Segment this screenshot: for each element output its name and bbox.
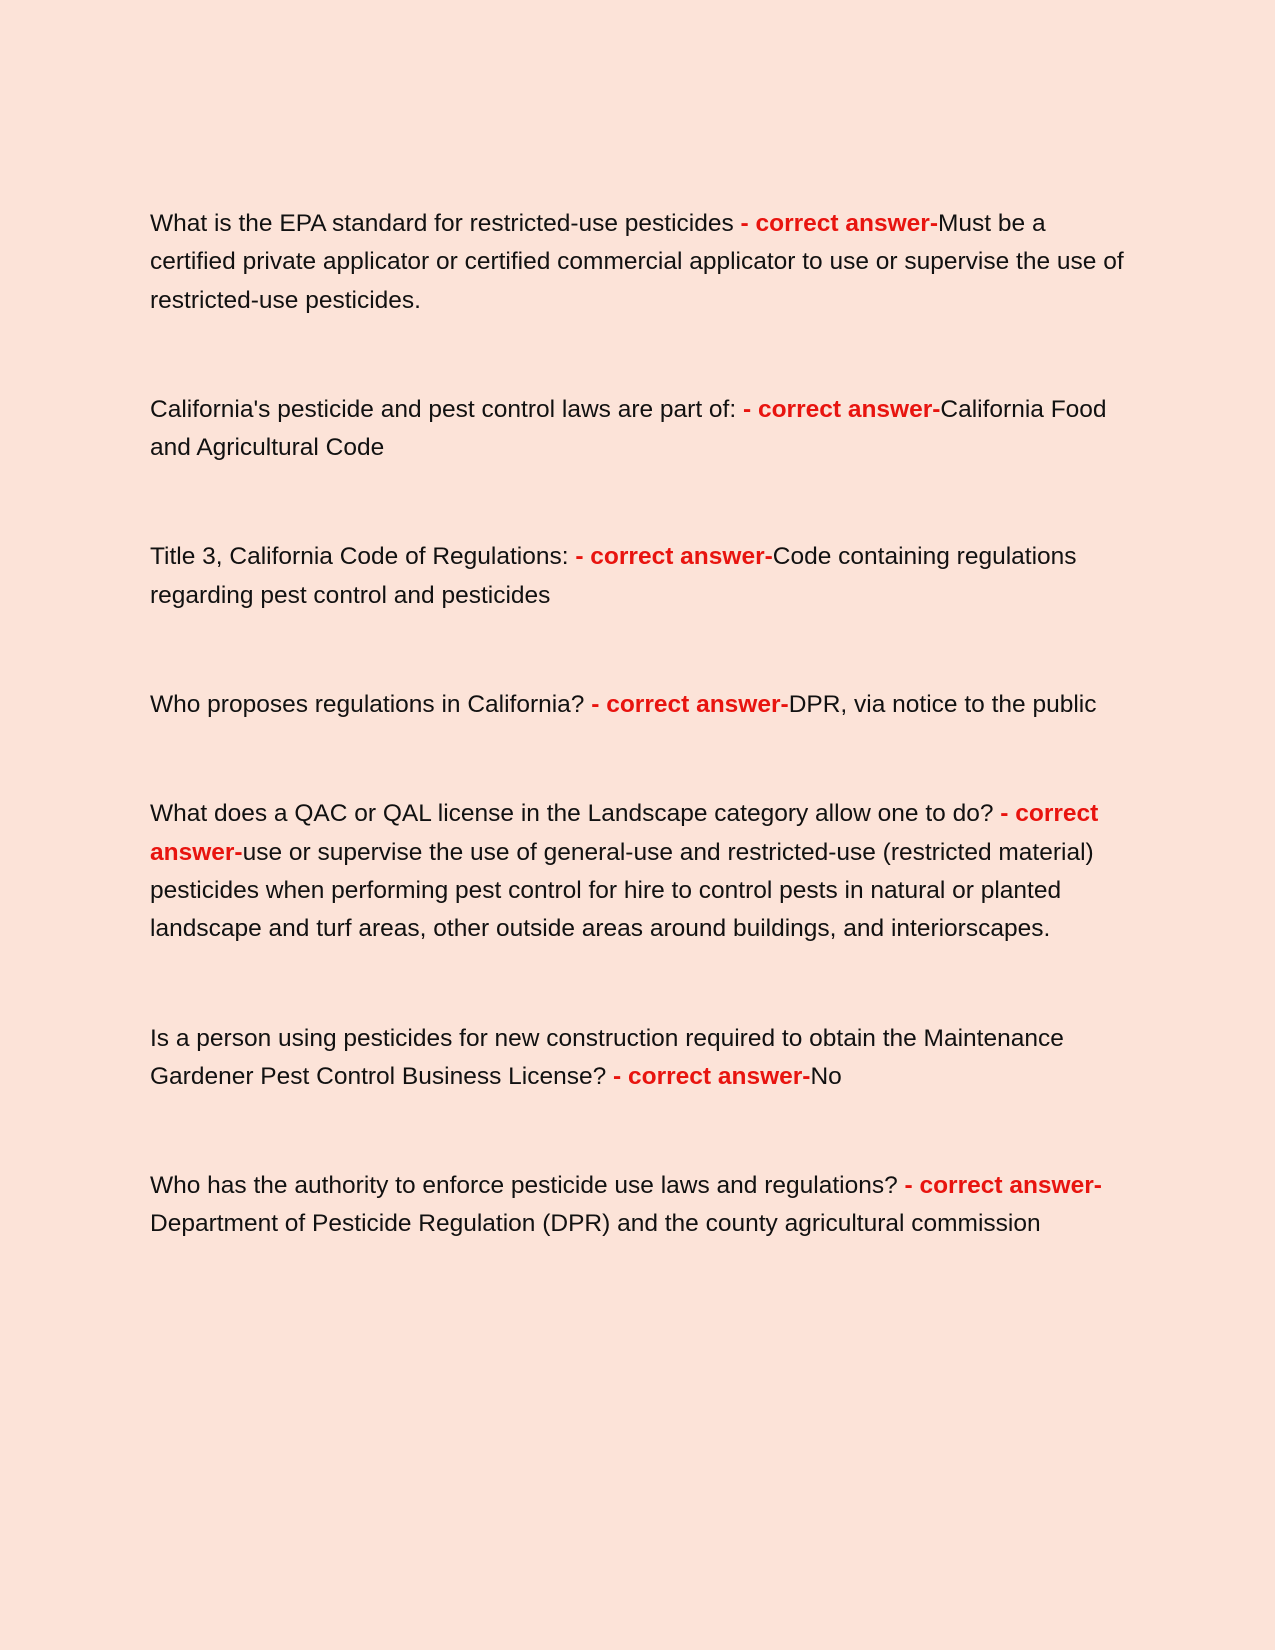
answer-marker: - correct answer- [742,395,941,423]
answer-text: Must be a certified private applicator or certified commercial applicator to use or supervise the use of restricted-use pesticides. [150,210,1124,314]
answer-text: use or supervise the use of general-use and restricted-use (restricted material) pesticides when performing pest control for hire to control pests in natural or planted landscape and turf areas, other outside areas around buildings, and interiorscapes. [150,838,1094,943]
qa-item [150,205,1130,320]
question-text: Is a person using pesticides for new construction required to obtain the Maintenance Gardener Pest Control Business License? [150,1024,1064,1090]
qa-item [150,1020,1130,1097]
qa-item [150,391,1130,468]
answer-marker: - correct answer- [575,543,773,571]
question-text: California's pesticide and pest control laws are part of: [150,395,743,423]
answer-text: California Food and Agricultural Code [150,395,1107,462]
answer-marker: - correct answer- [613,1062,811,1090]
question-text: What does a QAC or QAL license in the Landscape category allow one to do? [150,800,1001,828]
answer-text: No [810,1062,842,1090]
answer-text: Code containing regulations regarding pest control and pesticides [150,543,1077,609]
answer-marker: - correct answer- [591,691,789,719]
question-text: What is the EPA standard for restricted-use pesticides [150,210,741,237]
qa-item [150,686,1130,724]
answer-marker: - correct answer- [740,210,938,237]
qa-item [150,795,1130,948]
qa-item [150,1167,1130,1244]
question-text: Who proposes regulations in California? [150,691,592,719]
answer-marker: - correct answer- [904,1172,1102,1200]
question-text: Who has the authority to enforce pesticide use laws and regulations? [150,1172,905,1200]
question-text: Title 3, California Code of Regulations: [150,543,576,571]
answer-marker: - correct answer- [150,800,1099,866]
answer-text: Department of Pesticide Regulation (DPR) and the county agricultural commission [150,1210,1041,1238]
document-body [150,205,1130,1315]
answer-text: DPR, via notice to the public [788,691,1097,719]
qa-item [150,538,1130,615]
